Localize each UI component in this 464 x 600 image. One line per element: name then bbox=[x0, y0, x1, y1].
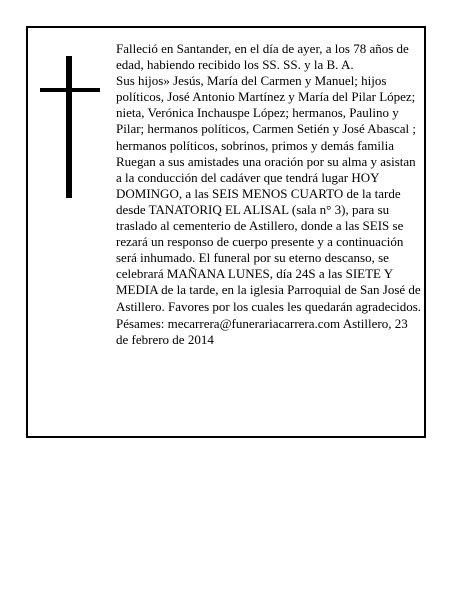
cross-horizontal-bar bbox=[40, 88, 100, 92]
latin-cross-icon bbox=[40, 56, 100, 198]
funeral-details: Ruegan a sus amistades una oración por su alma y asistan a la conducción del cadáver que tendrá lugar HOY DOMINGO, a las SEIS MENOS CUARTO de la tarde desde TANATORIQ EL ALISAL (sala n° 3), para su traslado al cementerio de Astillero, donde a las SEIS se rezará un responso de cuerpo presente y a continuación será inhumado. El funeral por su eterno descanso, se celebrará MAÑANA LUNES, día 24S a las SIETE Y MEDIA de la tarde, en la iglesia Parroquial de San José de Astillero. Favores por los cuales les quedarán agradecidos. bbox=[116, 153, 422, 314]
cross-vertical-bar bbox=[66, 56, 72, 198]
notice-text bbox=[116, 41, 422, 348]
condolences-line: Pésames: mecarrera@funerariacarrera.com Astillero, 23 de febrero de 2014 bbox=[116, 315, 408, 347]
obituary-notice bbox=[26, 26, 426, 438]
family-list: Sus hijos» Jesús, María del Carmen y Manuel; hijos políticos, José Antonio Martínez y María del Pilar López; nieta, Verónica Inchauspe López; hermanos, Paulino y Pilar; hermanos políticos, Carmen Setién y José Abascal ; hermanos políticos, sobrinos, primos y demás familia bbox=[116, 73, 417, 153]
death-announcement: Falleció en Santander, en el día de ayer, a los 78 años de edad, habiendo recibido los SS. SS. y la B. A. bbox=[116, 41, 409, 73]
